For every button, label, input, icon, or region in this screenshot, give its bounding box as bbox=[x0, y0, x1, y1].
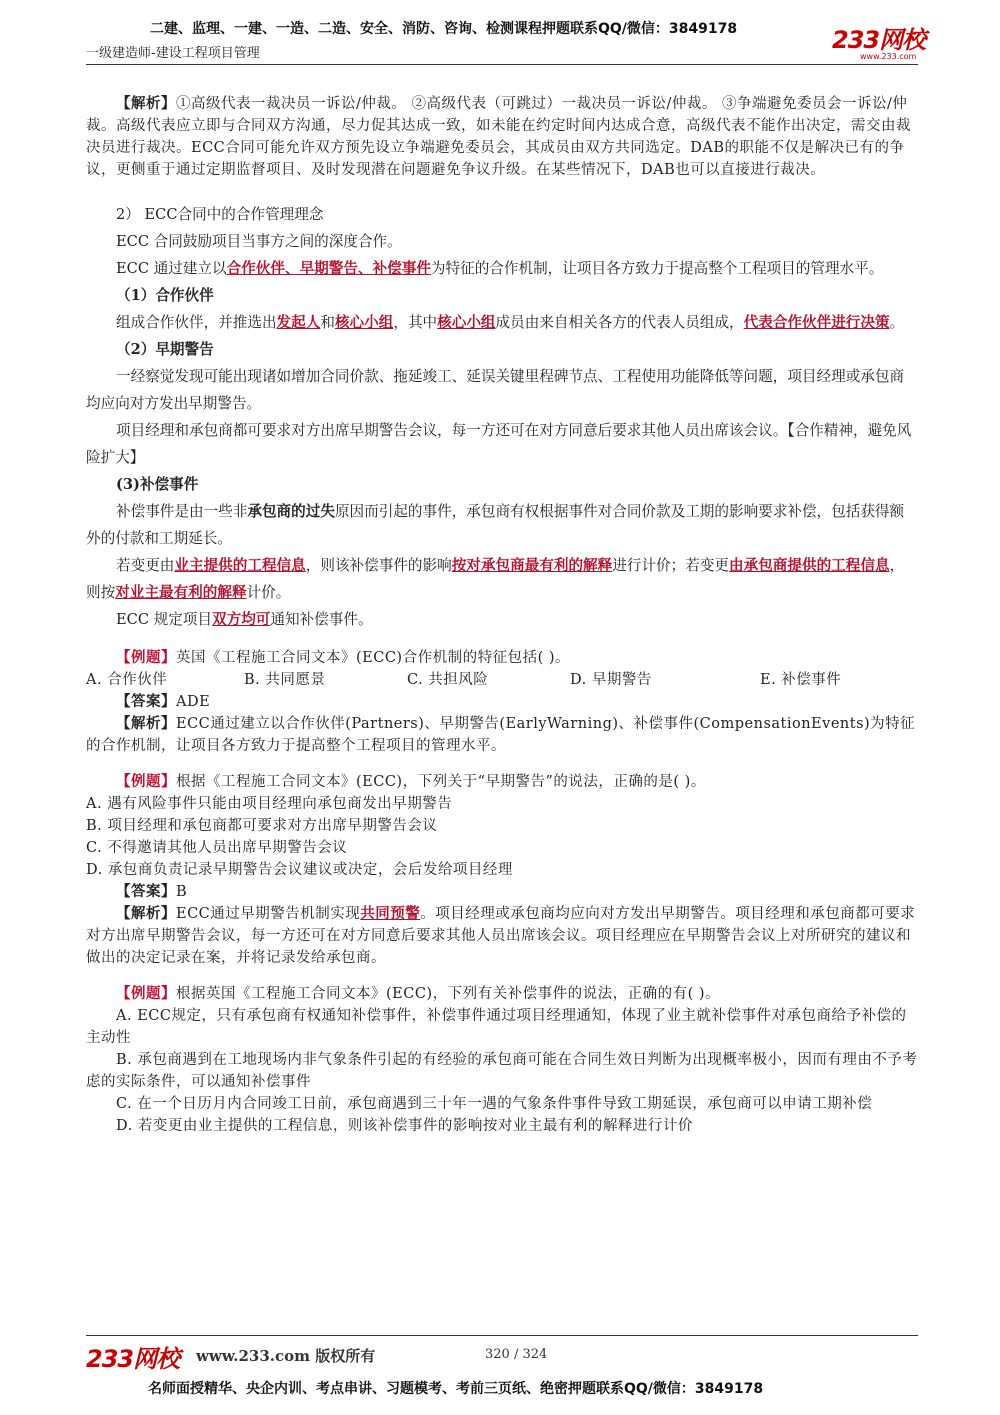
compensation-paragraph-1 bbox=[86, 498, 918, 552]
warning-paragraph-1: 一经察觉发现可能出现诸如增加合同价款、拖延竣工、延误关键里程碑节点、工程使用功能降低等问题，项目经理或承包商均应向对方发出早期警告。 bbox=[86, 368, 905, 412]
option-b: B. 共同愿景 bbox=[244, 672, 326, 688]
answer-tag: 【答案】 bbox=[116, 693, 176, 710]
option-e: E. 补偿事件 bbox=[760, 672, 842, 688]
mechanism-paragraph bbox=[86, 255, 918, 282]
text-span: 。 bbox=[889, 314, 905, 331]
text-span: 原因而引起的事件，承包商有权根据事件对合同价款及工期的影响要求补偿，包括获得额外的付款和工期延长。 bbox=[86, 503, 905, 547]
key-term: 按对承包商最有利的解释 bbox=[451, 557, 613, 574]
text-span: 若变更由 bbox=[116, 557, 175, 574]
subsection-title-partners: （1）合作伙伴 bbox=[116, 287, 214, 304]
option-d: D. 早期警告 bbox=[570, 672, 652, 688]
footer-divider bbox=[86, 1335, 918, 1336]
bottom-banner: 名师面授精华、央企内训、考点串讲、习题模考、考前三页纸、绝密押题联系QQ/微信：3849178 bbox=[148, 1381, 764, 1397]
options-row bbox=[86, 669, 918, 691]
analysis-line bbox=[86, 713, 918, 757]
key-term: 代表合作伙伴进行决策 bbox=[743, 314, 890, 331]
text-span: 为特征的合作机制，让项目各方致力于提高整个工程项目的管理水平。 bbox=[430, 260, 884, 277]
answer-value: B bbox=[176, 884, 188, 900]
document-subtitle: 一级建造师-建设工程项目管理 bbox=[86, 46, 260, 61]
example-question bbox=[86, 647, 918, 669]
key-term: 发起人 bbox=[276, 314, 321, 331]
analysis-line bbox=[86, 903, 918, 969]
page-content bbox=[86, 93, 918, 1137]
key-term: 业主提供的工程信息 bbox=[174, 557, 306, 574]
compensation-paragraph-3 bbox=[86, 606, 918, 633]
footer-logo[interactable]: 233网校 bbox=[86, 1345, 180, 1373]
analysis-paragraph bbox=[86, 93, 918, 181]
text-span: 组成合作伙伴，并推选出 bbox=[116, 314, 277, 331]
example-tag: 【例题】 bbox=[116, 773, 176, 790]
text-span: ECC 规定项目 bbox=[116, 611, 212, 628]
text-span: ECC通过早期警告机制实现 bbox=[176, 906, 361, 922]
option-d: D. 承包商负责记录早期警告会议建议或决定，会后发给项目经理 bbox=[86, 862, 513, 878]
option-a: A. 遇有风险事件只能由项目经理向承包商发出早期警告 bbox=[86, 796, 453, 812]
example-tag: 【例题】 bbox=[116, 985, 176, 1002]
question-text: 根据《工程施工合同文本》(ECC)，下列关于“早期警告”的说法，正确的是( )。 bbox=[176, 774, 706, 790]
key-term: 由承包商提供的工程信息 bbox=[729, 557, 890, 574]
answer-line bbox=[86, 691, 918, 713]
example-block-1 bbox=[86, 647, 918, 757]
analysis-text: ECC通过建立以合作伙伴(Partners)、早期警告(EarlyWarning)、补偿事件(CompensationEvents)为特征的合作机制，让项目各方致力于提高整个工程项目的管理水平。 bbox=[86, 716, 916, 754]
text-span: 和 bbox=[320, 314, 335, 331]
option-a: A. 合作伙伴 bbox=[86, 672, 168, 688]
text-span: 补偿事件是由一些非 bbox=[116, 503, 248, 520]
option-a: A. ECC规定，只有承包商有权通知补偿事件，补偿事件通过项目经理通知，体现了业主就补偿事件对承包商给予补偿的主动性 bbox=[86, 1008, 907, 1046]
compensation-paragraph-2 bbox=[86, 552, 918, 606]
answer-tag: 【答案】 bbox=[116, 883, 176, 900]
analysis-text: ①高级代表一裁决员一诉讼/仲裁。 ②高级代表（可跳过）一裁决员一诉讼/仲裁。 ③争端避免委员会一诉讼/仲裁。高级代表应立即与合同双方沟通，尽力促其达成一致，如未能在约定时间内达成合意，高级代表不能作出决定，需交由裁决员进行裁决。ECC合同可能允许双方预先设立争端避免委员会，其成员由双方共同选定。DAB的职能不仅是解决已有的争议，更侧重于通过定期监督项目、及时发现潜在问题避免争议升级。在某些情况下，DAB也可以直接进行裁决。 bbox=[86, 96, 911, 178]
key-term: 对业主最有利的解释 bbox=[115, 584, 247, 601]
option-c: C. 共担风险 bbox=[407, 672, 489, 688]
section-heading: 2） ECC合同中的合作管理理念 bbox=[116, 206, 324, 223]
bold-term: 承包商的过失 bbox=[247, 503, 335, 520]
analysis-tag: 【解析】 bbox=[116, 95, 176, 112]
subsection-title-warning: （2）早期警告 bbox=[116, 341, 214, 358]
logo-text: 233网校 bbox=[832, 26, 926, 54]
logo-url: www.233.com bbox=[860, 52, 917, 61]
key-term: 核心小组 bbox=[334, 314, 394, 331]
key-term: 共同预警 bbox=[360, 905, 421, 922]
section-intro: ECC 合同鼓励项目当事方之间的深度合作。 bbox=[116, 233, 402, 250]
example-block-3 bbox=[86, 983, 918, 1137]
text-span: 进行计价；若变更 bbox=[612, 557, 730, 574]
example-tag: 【例题】 bbox=[116, 649, 176, 666]
header-divider bbox=[86, 64, 918, 65]
question-text: 根据英国《工程施工合同文本》(ECC)，下列有关补偿事件的说法，正确的有( )。 bbox=[176, 986, 721, 1002]
warning-paragraph-2: 项目经理和承包商都可要求对方出席早期警告会议，每一方还可在对方同意后要求其他人员出席该会议。【合作精神，避免风险扩大】 bbox=[86, 422, 912, 466]
text-span: ，则该补偿事件的影响 bbox=[305, 557, 452, 574]
text-span: 计价。 bbox=[246, 584, 291, 601]
text-span: ECC 通过建立以 bbox=[116, 260, 227, 277]
example-block-2 bbox=[86, 771, 918, 969]
text-span: 成员由来自相关各方的代表人员组成， bbox=[495, 314, 744, 331]
answer-value: ADE bbox=[176, 694, 211, 710]
top-banner: 二建、监理、一建、一造、二造、安全、消防、咨询、检测课程押题联系QQ/微信：3849178 bbox=[150, 21, 738, 37]
text-span: 通知补偿事件。 bbox=[270, 611, 373, 628]
answer-line bbox=[86, 881, 918, 903]
key-term: 合作伙伴、早期警告、补偿事件 bbox=[226, 260, 431, 277]
option-b: B. 项目经理和承包商都可要求对方出席早期警告会议 bbox=[86, 818, 438, 834]
page-number: 320 / 324 bbox=[485, 1347, 548, 1362]
key-term: 核心小组 bbox=[437, 314, 496, 331]
subsection-title-compensation: (3)补偿事件 bbox=[116, 476, 199, 493]
text-span: 。项目经理或承包商均应向对方发出早期警告。项目经理和承包商都可要求对方出席早期警告会议，每一方还可在对方同意后要求其他人员出席该会议。项目经理应在早期警告会议上对所研究的建议和做出的决定记录在案，并将记录发给承包商。 bbox=[86, 906, 916, 966]
example-question bbox=[86, 983, 918, 1005]
question-text: 英国《工程施工合同文本》(ECC)合作机制的特征包括( )。 bbox=[176, 650, 571, 666]
text-span: ，其中 bbox=[393, 314, 438, 331]
analysis-tag: 【解析】 bbox=[116, 715, 176, 732]
analysis-tag: 【解析】 bbox=[116, 905, 176, 922]
text-span: ，则按 bbox=[86, 557, 905, 601]
option-c: C. 不得邀请其他人员出席早期警告会议 bbox=[86, 840, 348, 856]
key-term: 双方均可 bbox=[212, 611, 271, 628]
site-logo[interactable] bbox=[832, 28, 925, 62]
option-b: B. 承包商遇到在工地现场内非气象条件引起的有经验的承包商可能在合同生效日判断为出现概率极小，因而有理由不予考虑的实际条件，可以通知补偿事件 bbox=[86, 1052, 918, 1090]
partners-paragraph bbox=[86, 309, 918, 336]
example-question bbox=[86, 771, 918, 793]
footer-copyright: www.233.com 版权所有 bbox=[196, 1347, 376, 1365]
option-c: C. 在一个日历月内合同竣工日前，承包商遇到三十年一遇的气象条件事件导致工期延误，承包商可以申请工期补偿 bbox=[116, 1096, 873, 1112]
option-d: D. 若变更由业主提供的工程信息，则该补偿事件的影响按对业主最有利的解释进行计价 bbox=[116, 1118, 693, 1134]
